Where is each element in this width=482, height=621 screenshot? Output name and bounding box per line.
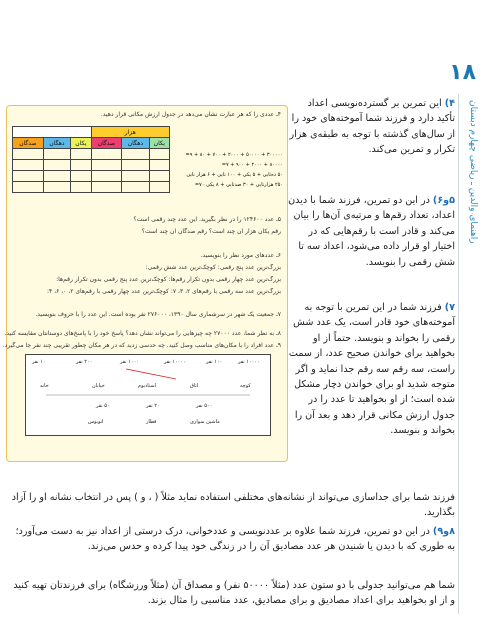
chart-vehicle-label: قطار: [146, 419, 157, 425]
places-matching-chart: [25, 354, 271, 436]
page-number: ۱۸: [449, 60, 476, 85]
paragraph-text: شما هم می‌توانید جدولی با دو ستون عدد (مثلاً ۵۰۰۰۰ نفر) و مصداق آن (مثلاً ورزشگاه) برای فرزندتان تهیه کنید و از او بخواهید برای اعداد مصادیق و برای مصادیق، عدد مناسبی را مثال بزند.: [13, 580, 455, 607]
column-thousand-hundreds: صدگان: [13, 138, 44, 149]
figure-item-9: ۹ـ عدد افراد را با مکان‌های مناسب وصل کنید. چه حدسی زدید که در هر مکان چطور تقریبی چند نفر جا می‌گیرد.: [2, 342, 281, 349]
chart-top-label: ۱۰ نفر: [32, 359, 46, 365]
paragraph-8-9b: [8, 578, 455, 609]
figure-item-6c: بزرگ‌ترین عدد سه رقمی با رقم‌های ۲، ۳، ۷: کوچک‌ترین عدد چهار رقمی با رقم‌های ۲، ۰، ۶، ۴:: [46, 288, 281, 295]
paragraph-text: در این دو تمرین، فرزند شما با دیدن اعداد، تعداد رقم‌ها و مرتبه‌ی آن‌ها را بیان می‌کند و قادر است با رقم‌هایی که در اختیار او قرار داده می‌شود، اعداد سه تا شش رقمی را بنویسد.: [288, 195, 455, 268]
figure-item-6a: بزرگ‌ترین عدد پنج رقمی: کوچک‌ترین عدد شش رقمی:: [145, 264, 281, 271]
paragraph-number: ۷): [444, 302, 455, 313]
paragraph-7b: [8, 490, 455, 521]
paragraph-text: این تمرین بر گسترده‌نویسی اعداد تأکید دارد و فرزند شما آموخته‌های خود را از سال‌های گذشته با توجه به طبقه‌ی هزار تکرار و تمرین می‌کند.: [289, 98, 455, 156]
paragraph-4: [287, 96, 455, 158]
figure-item-4: ۴ـ عددی را که هر عبارت نشان می‌دهد در جدول ارزش مکانی قرار دهید.: [100, 111, 281, 118]
paragraph-text: فرزند شما در این تمرین با توجه به آموخته‌های خود قادر است، یک عدد شش رقمی را بخواند و بنویسد. حتماً از او بخواهید برای خواندن صحیح عدد، از سمت راست، سه رقم سه رقم جدا نماید و اگر متوجه شدید او برای خواندن دچار مشکل شده است؛ از او بخواهید تا عدد را در جدول ارزش مکانی قرار دهد و بعد آن را بخواند و بنویسد.: [288, 302, 455, 437]
chart-top-label: ۱۰۰ نفر: [206, 359, 223, 365]
side-label: راهنمای والدین ـ ریاضی چهارم دبستان: [468, 100, 478, 244]
paragraph-number: ۴): [444, 98, 455, 109]
paragraph-text: فرزند شما برای جداسازی می‌تواند از نشانه‌های مختلفی استفاده نماید مثلاً ( ، و ) پس در انتخاب نشانه او را آزاد بگذارید.: [11, 492, 455, 519]
column-tens: دهگان: [122, 138, 149, 149]
chart-place-label: کوچه: [240, 383, 251, 389]
figure-item-5b: رقم یکان هزار آن چند است؟ رقم صدگان آن چند است؟: [141, 228, 281, 235]
figure-item-8: ۸ـ به نظر شما، عدد ۲۷۰۰۰ چه چیزهایی را می‌تواند نشان دهد؟ پاسخ خود را با پاسخ‌های دوستانتان مقایسه کنید.: [4, 330, 281, 337]
side-divider: [458, 94, 459, 614]
column-thousand-tens: دهگان: [43, 138, 70, 149]
chart-place-label: خیابان: [92, 383, 105, 389]
table-header-thousands: هزار: [91, 127, 169, 138]
column-hundreds: صدگان: [91, 138, 122, 149]
chart-top-label: ۱۰۰۰ نفر: [120, 359, 140, 365]
chart-place-label: استادیوم: [138, 383, 156, 389]
chart-top-label: ۱۰۰۰۰ نفر: [238, 359, 260, 365]
figure-item-6: ۶ـ عددهای مورد نظر را بنویسید.: [200, 252, 281, 259]
match-line: [126, 369, 176, 379]
chart-vehicle-label: ماشین سواری: [190, 419, 220, 425]
column-thousand-ones: یکان: [71, 138, 91, 149]
paragraph-8-9: [8, 524, 455, 555]
chart-bottom-number: ۵۰۰ نفر: [196, 403, 213, 409]
column-ones: یکان: [149, 138, 169, 149]
figure-item-5: ۵ـ عدد ۱۲۴۶۰۰ را در نظر بگیرید. این عدد چند رقمی است؟: [133, 216, 281, 223]
paragraph-text: در این دو تمرین، فرزند شما علاوه بر عددنویسی و عددخوانی، درک درستی از اعداد نیز به دست می‌آورد؛ به طوری که با دیدن یا شنیدن هر عدد مصادیق آن را در زندگی خود پیدا کرده و حدس می‌زند.: [15, 526, 455, 553]
list-item: ۸۰۰۰۰ + ۲۰۰۰ + ۹۰۰ + ۷=: [221, 162, 283, 168]
paragraph-5-6: [287, 193, 455, 270]
figure-item-6b: بزرگ‌ترین عدد چهار رقمی بدون تکرار رقم‌ها: کوچک‌ترین عدد پنج رقمی بدون تکرار رقم‌ها:: [56, 276, 281, 283]
list-item: ۲۵۰ هزارتایی + ۳۰ صدتایی + ۸ یکی ۷۰=: [194, 182, 283, 188]
list-item: ۳۰۰۰۰۰ + ۵۰۰۰۰ + ۲۰۰۰ + ۷۰۰ + ۸۰ + ۹=: [185, 152, 283, 158]
figure-item-7: ۷ـ جمعیت یک شهر در سرشماری سال ۱۳۹۰، ۲۷۶۰۰۰ نفر بوده است. این عدد را با حروف بنویسید.: [35, 311, 281, 318]
chart-bottom-number: ۲۰ نفر: [146, 403, 160, 409]
paragraph-number: ۵و۶): [432, 195, 455, 206]
exercise-figure: [2, 105, 288, 462]
chart-bottom-number: ۵۰ نفر: [96, 403, 110, 409]
place-value-table: [12, 126, 170, 193]
chart-vehicle-label: اتوبوس: [88, 419, 104, 425]
chart-place-label: اتاق: [190, 383, 199, 389]
expanded-number-list: [173, 150, 283, 190]
paragraph-7: [287, 300, 455, 439]
list-item: ۵۰ ده‌تایی + ۵ یکی + ۱۰۰ تایی + ۶ هزار تایی: [186, 172, 283, 178]
chart-top-label: ۱۰۰۰۰ نفر: [164, 359, 186, 365]
chart-place-label: خانه: [40, 383, 49, 389]
paragraph-number: ۸و۹): [432, 526, 455, 537]
chart-top-label: ۲۰۰ نفر: [76, 359, 93, 365]
